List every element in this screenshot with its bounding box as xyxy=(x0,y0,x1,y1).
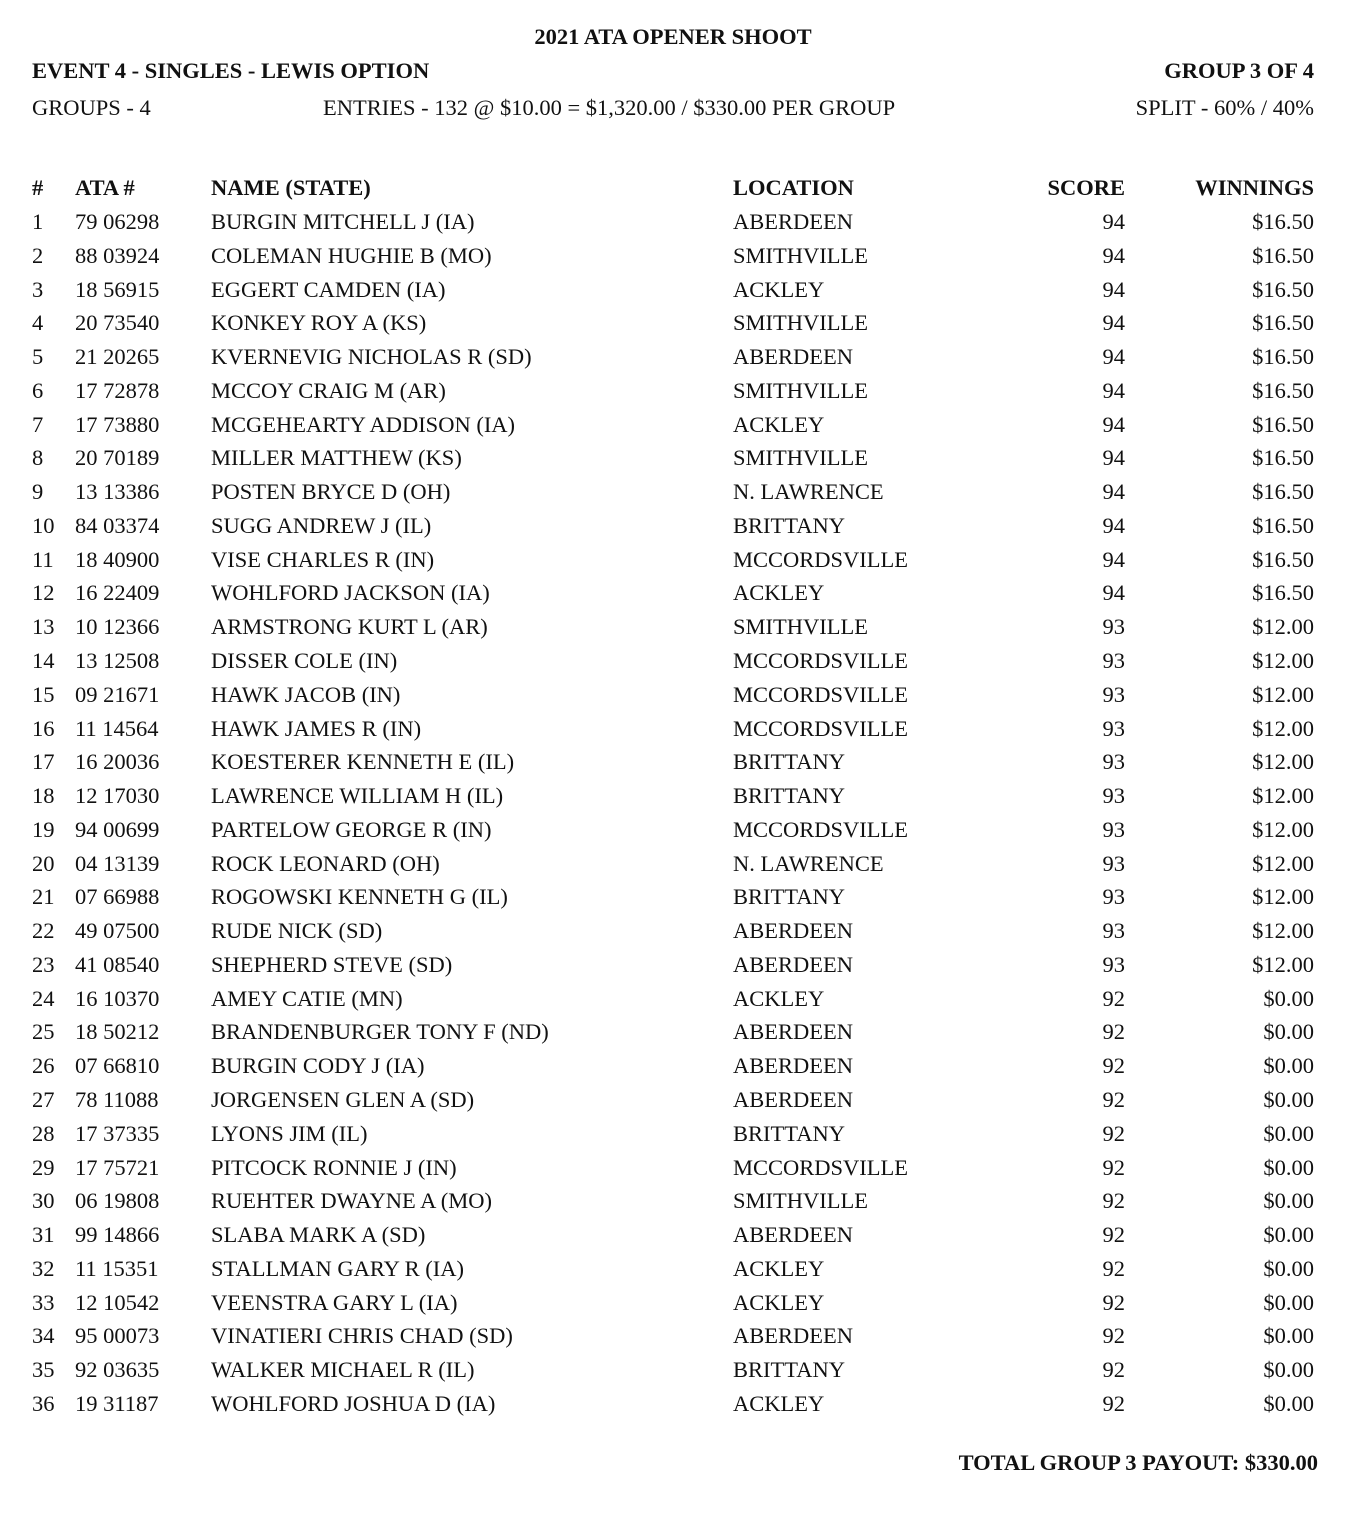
cell-location: MCCORDSVILLE xyxy=(733,715,909,741)
cell-rank: 5 xyxy=(32,344,44,370)
cell-location: ABERDEEN xyxy=(733,1222,853,1248)
cell-winnings: $16.50 xyxy=(1252,377,1314,403)
cell-name: HAWK JAMES R (IN) xyxy=(211,715,422,741)
cell-ata-number: 20 70189 xyxy=(75,445,160,471)
cell-score: 92 xyxy=(1102,985,1125,1011)
cell-ata-number: 18 56915 xyxy=(75,276,160,302)
cell-winnings: $12.00 xyxy=(1252,681,1314,707)
cell-winnings: $16.50 xyxy=(1252,512,1314,538)
cell-location: N. LAWRENCE xyxy=(733,479,884,505)
cell-rank: 8 xyxy=(32,445,44,471)
cell-name: KONKEY ROY A (KS) xyxy=(211,310,427,336)
cell-name: ARMSTRONG KURT L (AR) xyxy=(211,614,488,640)
cell-name: KOESTERER KENNETH E (IL) xyxy=(211,749,515,775)
cell-score: 94 xyxy=(1102,411,1125,437)
cell-ata-number: 84 03374 xyxy=(75,512,160,538)
cell-rank: 36 xyxy=(32,1390,55,1416)
cell-location: SMITHVILLE xyxy=(733,1188,868,1214)
cell-winnings: $16.50 xyxy=(1252,445,1314,471)
cell-rank: 11 xyxy=(32,546,54,572)
cell-score: 92 xyxy=(1102,1188,1125,1214)
cell-winnings: $16.50 xyxy=(1252,276,1314,302)
payout-split: SPLIT - 60% / 40% xyxy=(1135,95,1314,120)
cell-rank: 18 xyxy=(32,783,55,809)
column-header-name: NAME (STATE) xyxy=(211,175,371,200)
cell-score: 92 xyxy=(1102,1289,1125,1315)
cell-winnings: $0.00 xyxy=(1263,1255,1314,1281)
cell-score: 92 xyxy=(1102,1154,1125,1180)
cell-name: WALKER MICHAEL R (IL) xyxy=(211,1357,475,1383)
cell-name: RUDE NICK (SD) xyxy=(211,918,383,944)
cell-name: VINATIERI CHRIS CHAD (SD) xyxy=(211,1323,513,1349)
cell-rank: 23 xyxy=(32,951,55,977)
cell-score: 94 xyxy=(1102,377,1125,403)
cell-location: ACKLEY xyxy=(733,411,825,437)
cell-winnings: $0.00 xyxy=(1263,1357,1314,1383)
cell-location: BRITTANY xyxy=(733,512,845,538)
cell-winnings: $16.50 xyxy=(1252,344,1314,370)
cell-ata-number: 12 17030 xyxy=(75,783,160,809)
cell-score: 94 xyxy=(1102,310,1125,336)
cell-name: MILLER MATTHEW (KS) xyxy=(211,445,462,471)
cell-location: BRITTANY xyxy=(733,749,845,775)
column-header-location: LOCATION xyxy=(733,175,854,200)
cell-ata-number: 17 72878 xyxy=(75,377,160,403)
cell-score: 93 xyxy=(1102,918,1125,944)
cell-winnings: $0.00 xyxy=(1263,1323,1314,1349)
entries-summary: ENTRIES - 132 @ $10.00 = $1,320.00 / $330.00 PER GROUP xyxy=(323,95,896,120)
cell-rank: 30 xyxy=(32,1188,55,1214)
cell-winnings: $16.50 xyxy=(1252,580,1314,606)
cell-rank: 12 xyxy=(32,580,55,606)
cell-rank: 4 xyxy=(32,310,44,336)
cell-location: ABERDEEN xyxy=(733,951,853,977)
cell-location: SMITHVILLE xyxy=(733,377,868,403)
cell-rank: 16 xyxy=(32,715,55,741)
cell-name: VISE CHARLES R (IN) xyxy=(211,546,435,572)
cell-score: 93 xyxy=(1102,648,1125,673)
cell-location: BRITTANY xyxy=(733,884,845,910)
cell-winnings: $16.50 xyxy=(1252,242,1314,268)
cell-name: SHEPHERD STEVE (SD) xyxy=(211,951,453,977)
cell-winnings: $12.00 xyxy=(1252,614,1314,640)
cell-rank: 25 xyxy=(32,1019,55,1045)
cell-rank: 9 xyxy=(32,479,44,505)
cell-rank: 24 xyxy=(32,985,55,1011)
cell-rank: 29 xyxy=(32,1154,55,1180)
cell-ata-number: 41 08540 xyxy=(75,951,160,977)
groups-count: GROUPS - 4 xyxy=(32,95,151,120)
cell-rank: 3 xyxy=(32,276,44,302)
total-payout: TOTAL GROUP 3 PAYOUT: $330.00 xyxy=(958,1450,1318,1475)
cell-winnings: $12.00 xyxy=(1252,918,1314,944)
document-title: 2021 ATA OPENER SHOOT xyxy=(534,24,812,49)
cell-name: HAWK JACOB (IN) xyxy=(211,681,401,707)
cell-score: 92 xyxy=(1102,1019,1125,1045)
cell-name: PITCOCK RONNIE J (IN) xyxy=(211,1154,457,1180)
cell-score: 92 xyxy=(1102,1323,1125,1349)
cell-location: ACKLEY xyxy=(733,1289,825,1315)
cell-location: ACKLEY xyxy=(733,1390,825,1416)
column-header-score: SCORE xyxy=(1047,175,1125,200)
cell-rank: 35 xyxy=(32,1357,55,1383)
cell-location: ABERDEEN xyxy=(733,1053,853,1079)
cell-location: SMITHVILLE xyxy=(733,310,868,336)
cell-name: POSTEN BRYCE D (OH) xyxy=(211,479,451,505)
cell-name: KVERNEVIG NICHOLAS R (SD) xyxy=(211,344,532,370)
cell-ata-number: 19 31187 xyxy=(75,1390,159,1416)
cell-rank: 17 xyxy=(32,749,55,775)
cell-location: ABERDEEN xyxy=(733,1323,853,1349)
cell-winnings: $0.00 xyxy=(1263,1053,1314,1079)
cell-rank: 28 xyxy=(32,1120,55,1146)
cell-ata-number: 11 15351 xyxy=(75,1255,159,1281)
cell-winnings: $0.00 xyxy=(1263,1154,1314,1180)
cell-ata-number: 79 06298 xyxy=(75,209,160,234)
cell-name: WOHLFORD JACKSON (IA) xyxy=(211,580,490,606)
cell-rank: 34 xyxy=(32,1323,55,1349)
cell-ata-number: 17 37335 xyxy=(75,1120,160,1146)
cell-winnings: $12.00 xyxy=(1252,951,1314,977)
cell-winnings: $12.00 xyxy=(1252,884,1314,910)
cell-ata-number: 17 73880 xyxy=(75,411,160,437)
cell-winnings: $16.50 xyxy=(1252,209,1314,234)
cell-score: 92 xyxy=(1102,1357,1125,1383)
cell-name: BURGIN MITCHELL J (IA) xyxy=(211,209,475,234)
group-label: GROUP 3 OF 4 xyxy=(1164,58,1314,83)
column-header-rank: # xyxy=(32,175,44,200)
cell-ata-number: 04 13139 xyxy=(75,850,160,876)
cell-location: BRITTANY xyxy=(733,783,845,809)
cell-rank: 21 xyxy=(32,884,55,910)
cell-name: WOHLFORD JOSHUA D (IA) xyxy=(211,1390,496,1416)
cell-name: EGGERT CAMDEN (IA) xyxy=(211,276,446,302)
cell-winnings: $0.00 xyxy=(1263,1188,1314,1214)
cell-rank: 1 xyxy=(32,209,44,234)
cell-winnings: $12.00 xyxy=(1252,850,1314,876)
cell-name: PARTELOW GEORGE R (IN) xyxy=(211,816,492,842)
cell-score: 94 xyxy=(1102,479,1125,505)
cell-ata-number: 99 14866 xyxy=(75,1222,160,1248)
cell-location: MCCORDSVILLE xyxy=(733,546,909,572)
cell-rank: 20 xyxy=(32,850,55,876)
cell-ata-number: 11 14564 xyxy=(75,715,159,741)
cell-score: 92 xyxy=(1102,1087,1125,1113)
cell-name: DISSER COLE (IN) xyxy=(211,648,398,673)
cell-location: ABERDEEN xyxy=(733,918,853,944)
cell-score: 94 xyxy=(1102,445,1125,471)
cell-name: JORGENSEN GLEN A (SD) xyxy=(211,1087,475,1113)
cell-score: 94 xyxy=(1102,546,1125,572)
cell-winnings: $0.00 xyxy=(1263,1019,1314,1045)
cell-winnings: $12.00 xyxy=(1252,816,1314,842)
cell-location: MCCORDSVILLE xyxy=(733,648,909,673)
cell-ata-number: 13 12508 xyxy=(75,648,160,673)
cell-rank: 13 xyxy=(32,614,55,640)
cell-location: SMITHVILLE xyxy=(733,614,868,640)
cell-winnings: $0.00 xyxy=(1263,1087,1314,1113)
cell-name: LAWRENCE WILLIAM H (IL) xyxy=(211,783,504,809)
cell-rank: 6 xyxy=(32,377,44,403)
cell-name: ROCK LEONARD (OH) xyxy=(211,850,440,876)
cell-name: ROGOWSKI KENNETH G (IL) xyxy=(211,884,508,910)
cell-winnings: $0.00 xyxy=(1263,985,1314,1011)
cell-ata-number: 16 22409 xyxy=(75,580,160,606)
cell-winnings: $16.50 xyxy=(1252,310,1314,336)
cell-score: 94 xyxy=(1102,580,1125,606)
cell-score: 94 xyxy=(1102,512,1125,538)
cell-score: 93 xyxy=(1102,749,1125,775)
cell-location: SMITHVILLE xyxy=(733,445,868,471)
cell-winnings: $0.00 xyxy=(1263,1390,1314,1416)
cell-location: BRITTANY xyxy=(733,1357,845,1383)
cell-location: MCCORDSVILLE xyxy=(733,1154,909,1180)
cell-score: 92 xyxy=(1102,1390,1125,1416)
cell-location: ACKLEY xyxy=(733,1255,825,1281)
cell-ata-number: 13 13386 xyxy=(75,479,160,505)
cell-rank: 31 xyxy=(32,1222,55,1248)
cell-score: 92 xyxy=(1102,1053,1125,1079)
cell-name: MCCOY CRAIG M (AR) xyxy=(211,377,446,403)
cell-name: RUEHTER DWAYNE A (MO) xyxy=(211,1188,493,1214)
cell-name: SUGG ANDREW J (IL) xyxy=(211,512,432,538)
cell-ata-number: 10 12366 xyxy=(75,614,160,640)
cell-score: 94 xyxy=(1102,276,1125,302)
cell-rank: 15 xyxy=(32,681,55,707)
cell-score: 93 xyxy=(1102,951,1125,977)
cell-name: AMEY CATIE (MN) xyxy=(211,985,403,1011)
cell-ata-number: 18 50212 xyxy=(75,1019,160,1045)
cell-winnings: $0.00 xyxy=(1263,1120,1314,1146)
cell-location: ABERDEEN xyxy=(733,1019,853,1045)
cell-location: ABERDEEN xyxy=(733,209,853,234)
cell-rank: 33 xyxy=(32,1289,55,1315)
cell-name: STALLMAN GARY R (IA) xyxy=(211,1255,464,1281)
cell-name: BRANDENBURGER TONY F (ND) xyxy=(211,1019,549,1045)
cell-name: BURGIN CODY J (IA) xyxy=(211,1053,425,1079)
column-header-ata: ATA # xyxy=(75,175,135,200)
event-title: EVENT 4 - SINGLES - LEWIS OPTION xyxy=(32,58,430,83)
cell-score: 92 xyxy=(1102,1255,1125,1281)
cell-location: SMITHVILLE xyxy=(733,242,868,268)
cell-location: ACKLEY xyxy=(733,580,825,606)
cell-location: ABERDEEN xyxy=(733,1087,853,1113)
cell-score: 92 xyxy=(1102,1222,1125,1248)
cell-rank: 32 xyxy=(32,1255,55,1281)
cell-ata-number: 88 03924 xyxy=(75,242,160,268)
cell-winnings: $0.00 xyxy=(1263,1289,1314,1315)
cell-ata-number: 09 21671 xyxy=(75,681,160,707)
cell-winnings: $16.50 xyxy=(1252,546,1314,572)
cell-winnings: $0.00 xyxy=(1263,1222,1314,1248)
cell-winnings: $16.50 xyxy=(1252,411,1314,437)
cell-location: MCCORDSVILLE xyxy=(733,681,909,707)
cell-ata-number: 49 07500 xyxy=(75,918,160,944)
cell-rank: 14 xyxy=(32,648,55,673)
cell-ata-number: 95 00073 xyxy=(75,1323,160,1349)
cell-winnings: $16.50 xyxy=(1252,479,1314,505)
cell-ata-number: 92 03635 xyxy=(75,1357,160,1383)
cell-score: 92 xyxy=(1102,1120,1125,1146)
cell-ata-number: 94 00699 xyxy=(75,816,160,842)
cell-name: VEENSTRA GARY L (IA) xyxy=(211,1289,458,1315)
cell-name: LYONS JIM (IL) xyxy=(211,1120,368,1146)
cell-winnings: $12.00 xyxy=(1252,783,1314,809)
cell-score: 93 xyxy=(1102,715,1125,741)
cell-location: MCCORDSVILLE xyxy=(733,816,909,842)
cell-ata-number: 78 11088 xyxy=(75,1087,159,1113)
cell-ata-number: 12 10542 xyxy=(75,1289,160,1315)
cell-location: ACKLEY xyxy=(733,985,825,1011)
cell-score: 94 xyxy=(1102,209,1125,234)
cell-score: 93 xyxy=(1102,816,1125,842)
cell-location: ABERDEEN xyxy=(733,344,853,370)
cell-rank: 19 xyxy=(32,816,55,842)
cell-winnings: $12.00 xyxy=(1252,648,1314,673)
cell-rank: 10 xyxy=(32,512,55,538)
cell-location: ACKLEY xyxy=(733,276,825,302)
cell-score: 93 xyxy=(1102,850,1125,876)
column-header-winnings: WINNINGS xyxy=(1195,175,1314,200)
cell-ata-number: 16 10370 xyxy=(75,985,160,1011)
cell-ata-number: 18 40900 xyxy=(75,546,160,572)
cell-winnings: $12.00 xyxy=(1252,749,1314,775)
cell-score: 93 xyxy=(1102,884,1125,910)
cell-ata-number: 21 20265 xyxy=(75,344,160,370)
cell-ata-number: 20 73540 xyxy=(75,310,160,336)
cell-score: 94 xyxy=(1102,344,1125,370)
cell-score: 94 xyxy=(1102,242,1125,268)
cell-ata-number: 07 66810 xyxy=(75,1053,160,1079)
cell-rank: 2 xyxy=(32,242,44,268)
cell-winnings: $12.00 xyxy=(1252,715,1314,741)
cell-ata-number: 06 19808 xyxy=(75,1188,160,1214)
cell-score: 93 xyxy=(1102,681,1125,707)
cell-score: 93 xyxy=(1102,783,1125,809)
cell-name: MCGEHEARTY ADDISON (IA) xyxy=(211,411,516,437)
cell-rank: 27 xyxy=(32,1087,55,1113)
cell-name: SLABA MARK A (SD) xyxy=(211,1222,426,1248)
cell-location: BRITTANY xyxy=(733,1120,845,1146)
cell-name: COLEMAN HUGHIE B (MO) xyxy=(211,242,492,268)
cell-rank: 7 xyxy=(32,411,44,437)
cell-ata-number: 17 75721 xyxy=(75,1154,160,1180)
cell-ata-number: 16 20036 xyxy=(75,749,160,775)
cell-rank: 26 xyxy=(32,1053,55,1079)
cell-score: 93 xyxy=(1102,614,1125,640)
cell-ata-number: 07 66988 xyxy=(75,884,160,910)
cell-location: N. LAWRENCE xyxy=(733,850,884,876)
cell-rank: 22 xyxy=(32,918,55,944)
